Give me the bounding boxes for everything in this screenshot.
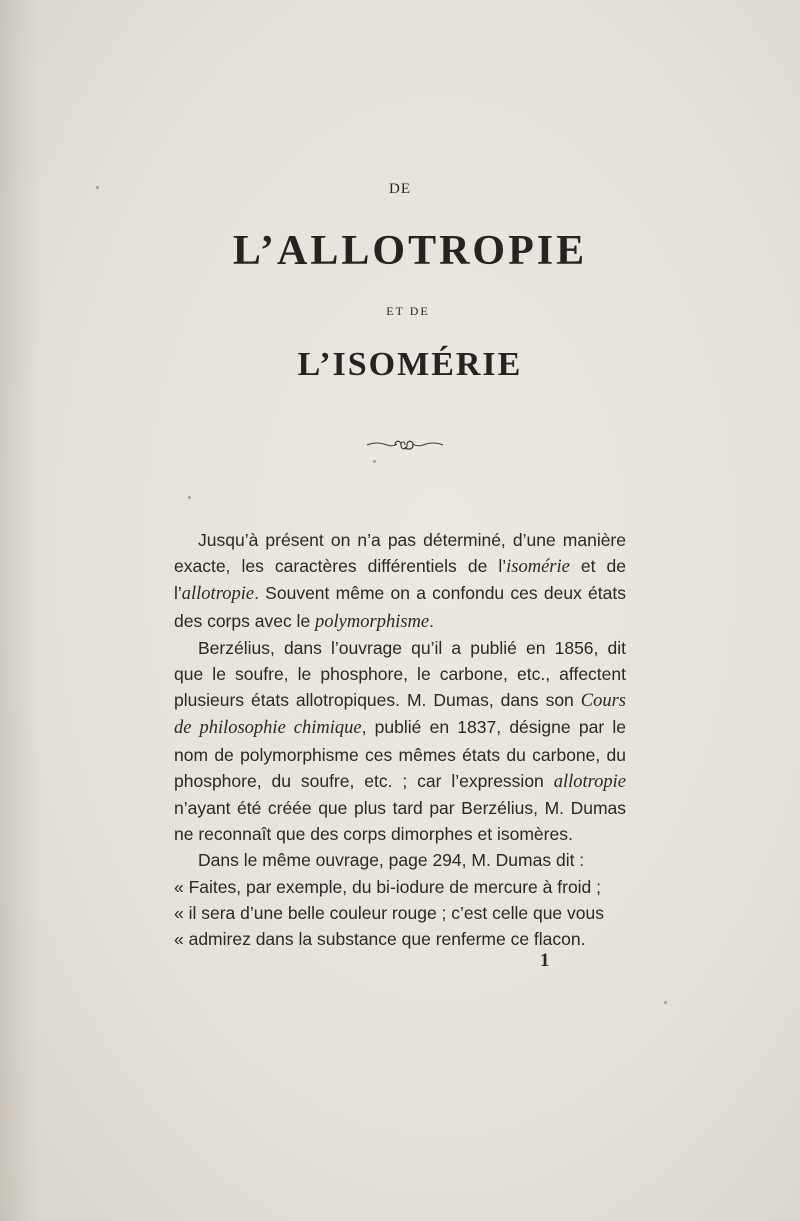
ornament-rule-icon [365, 436, 445, 454]
paragraph-2 [174, 635, 626, 848]
p1-italic-polymorphisme: polymorphisme [315, 611, 430, 632]
p2-text-e: n’ayant été créée que plus tard par Berzélius, M. Dumas ne reconnaît que des corps dimorphes et isomères. [174, 798, 626, 845]
quote-line-1: « Faites, par exemple, du bi-iodure de mercure à froid ; [174, 876, 602, 897]
paper-spot [664, 1001, 667, 1004]
p1-italic-isomerie: isomérie [506, 557, 570, 578]
p1-text-e: . Souvent même on a confondu ces deux états des corps avec le [174, 583, 626, 631]
p1-text-a: Jusqu’à présent on n’a pas déterminé, d’une manière exacte, les caractères différentiels de l’ [174, 530, 626, 577]
quote-line-3: « admirez dans la substance que renferme ce flacon. [174, 929, 586, 950]
paragraph-3 [174, 847, 626, 873]
paragraph-1 [174, 527, 626, 635]
title-isomerie: L’ISOMÉRIE [297, 346, 523, 383]
paper-spot [96, 186, 99, 189]
page-number: 1 [540, 950, 550, 971]
p2-text-c: , publié en 1837, désigne par le nom de polymorphisme ces mêmes états du carbone, du phosphore, du soufre, etc. ; car l’expression [174, 717, 626, 791]
heading-et-de: ET DE [386, 304, 430, 318]
p1-italic-allotropie: allotropie [181, 584, 255, 605]
p2-text-a: Berzélius, dans l’ouvrage qu’il a publié en 1856, dit que le soufre, le phosphore, le carbone, etc., affectent plusieurs états allotropiques. M. Dumas, dans son [174, 637, 626, 711]
p1-text-c: et de l’ [174, 556, 626, 604]
title-allotropie: L’ALLOTROPIE [232, 228, 588, 274]
p2-italic-cours: Cours de philosophie chimique [174, 691, 626, 739]
heading-de: DE [389, 181, 411, 197]
quote-line-2: « il sera d’une belle couleur rouge ; c’est celle que vous [174, 902, 604, 923]
p3-text-a: Dans le même ouvrage, page 294, M. Dumas dit : [198, 850, 585, 871]
paper-spot [188, 496, 191, 499]
body-text [174, 527, 626, 952]
paper-spot [373, 460, 376, 463]
p1-text-g: . [429, 610, 434, 631]
p2-italic-allotropie: allotropie [553, 771, 626, 792]
